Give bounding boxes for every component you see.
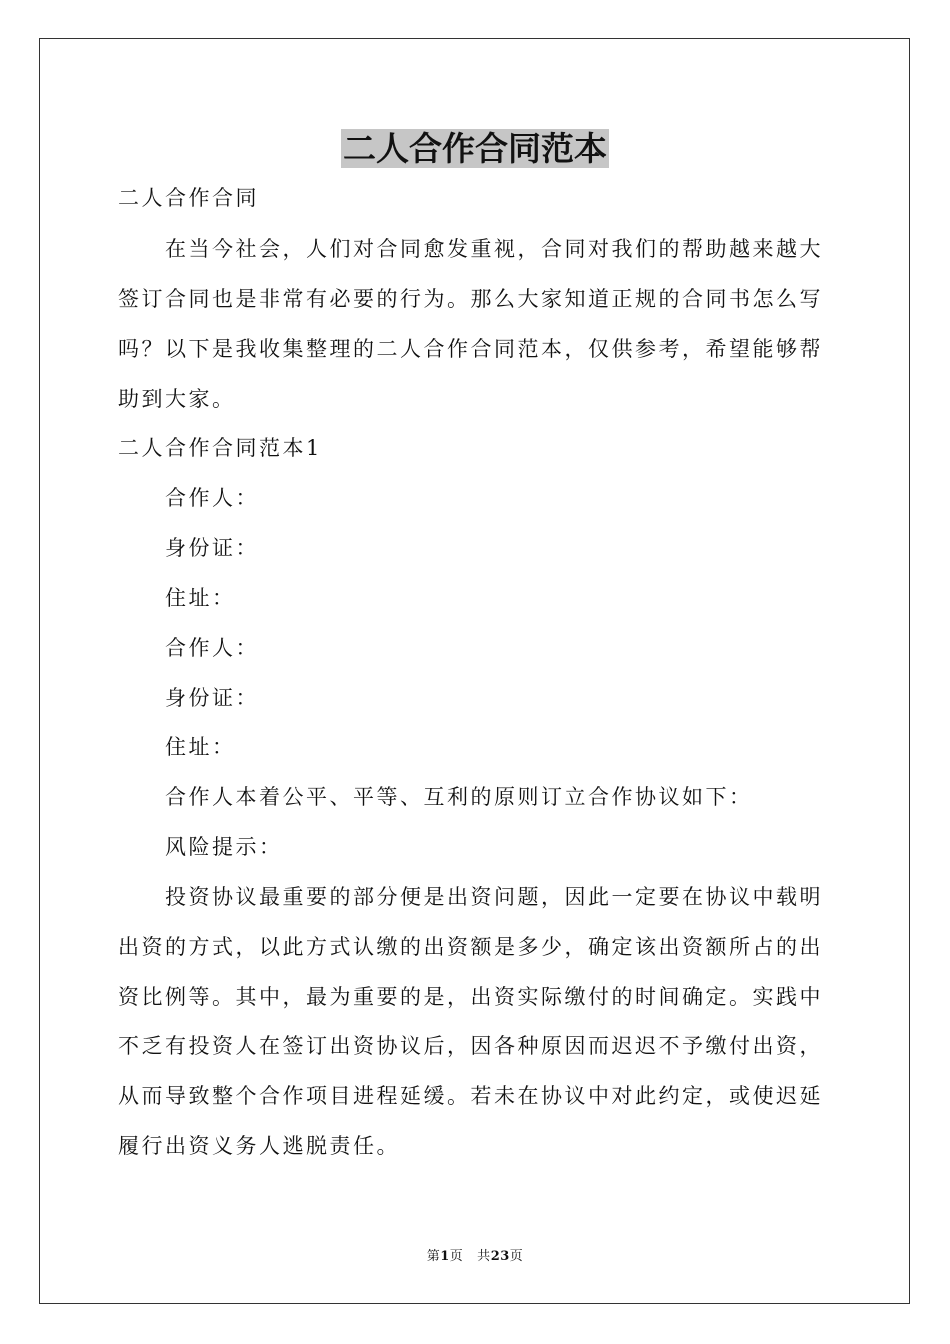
field-label-id-card: 身份证：	[165, 686, 259, 710]
paragraph-line: 助到大家。	[118, 387, 236, 411]
footer-page-suffix: 页	[449, 1249, 464, 1264]
footer-total-prefix: 共	[477, 1249, 491, 1264]
paragraph-line: 履行出资义务人逃脱责任。	[118, 1134, 400, 1158]
page-border	[39, 38, 910, 1304]
section-heading: 二人合作合同范本1	[118, 436, 322, 460]
paragraph-line: 投资协议最重要的部分便是出资问题，因此一定要在协议中载明	[165, 885, 823, 909]
document-title	[0, 126, 950, 172]
document-title-text: 二人合作合同范本	[343, 129, 607, 168]
field-label-partner: 合作人：	[165, 486, 259, 510]
footer-total-pages: 23	[490, 1249, 510, 1264]
field-label-id-card: 身份证：	[165, 536, 259, 560]
paragraph-line: 出资的方式，以此方式认缴的出资额是多少，确定该出资额所占的出	[118, 935, 823, 959]
risk-tip-heading: 风险提示：	[165, 835, 283, 859]
page-footer	[0, 1248, 950, 1266]
field-label-address: 住址：	[165, 586, 236, 610]
paragraph-line: 合作人本着公平、平等、互利的原则订立合作协议如下：	[165, 785, 753, 809]
footer-total-suffix: 页	[509, 1249, 524, 1264]
field-label-partner: 合作人：	[165, 636, 259, 660]
paragraph-line: 吗？以下是我收集整理的二人合作合同范本，仅供参考，希望能够帮	[118, 337, 823, 361]
paragraph-line: 资比例等。其中，最为重要的是，出资实际缴付的时间确定。实践中	[118, 985, 823, 1009]
paragraph-line: 不乏有投资人在签订出资协议后，因各种原因而迟迟不予缴付出资，	[118, 1034, 823, 1058]
paragraph-line: 在当今社会，人们对合同愈发重视，合同对我们的帮助越来越大	[165, 237, 823, 261]
paragraph-line: 从而导致整个合作项目进程延缓。若未在协议中对此约定，或使迟延	[118, 1084, 823, 1108]
paragraph-line: 签订合同也是非常有必要的行为。那么大家知道正规的合同书怎么写	[118, 287, 823, 311]
footer-page-number: 1	[440, 1249, 450, 1264]
footer-prefix: 第	[426, 1249, 441, 1264]
subtitle-line: 二人合作合同	[118, 186, 259, 210]
field-label-address: 住址：	[165, 735, 236, 759]
